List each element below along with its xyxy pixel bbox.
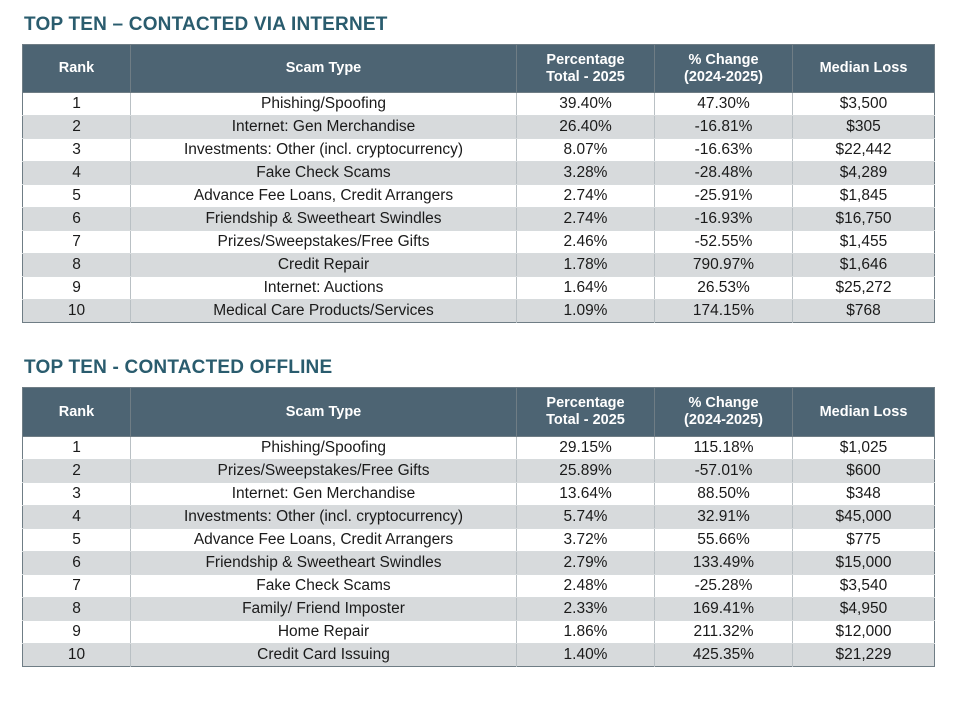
column-header-median-loss-line1: Median Loss <box>819 60 908 77</box>
scam-table-offline <box>22 387 935 666</box>
cell-rank: 8 <box>23 254 131 277</box>
cell-scam-type: Friendship & Sweetheart Swindles <box>131 551 517 574</box>
section-contacted-via-internet <box>22 14 935 323</box>
cell-percentage: 3.72% <box>517 528 655 551</box>
column-header-percentage-total <box>517 388 655 436</box>
cell-rank: 1 <box>23 93 131 116</box>
cell-median-loss: $305 <box>793 116 935 139</box>
cell-rank: 9 <box>23 620 131 643</box>
table-row <box>23 597 935 620</box>
cell-percentage: 2.33% <box>517 597 655 620</box>
cell-percent-change: 47.30% <box>655 93 793 116</box>
cell-scam-type: Credit Card Issuing <box>131 643 517 666</box>
table-row <box>23 574 935 597</box>
table-row <box>23 528 935 551</box>
cell-scam-type: Internet: Gen Merchandise <box>131 482 517 505</box>
page-title-offline: TOP TEN - CONTACTED OFFLINE <box>24 357 333 379</box>
cell-percentage: 1.64% <box>517 277 655 300</box>
cell-rank: 10 <box>23 643 131 666</box>
cell-percent-change: -25.28% <box>655 574 793 597</box>
column-header-median-loss <box>793 388 935 436</box>
cell-percent-change: 133.49% <box>655 551 793 574</box>
cell-median-loss: $21,229 <box>793 643 935 666</box>
cell-percent-change: -16.93% <box>655 208 793 231</box>
column-header-median-loss <box>793 45 935 93</box>
cell-percentage: 13.64% <box>517 482 655 505</box>
cell-median-loss: $1,845 <box>793 185 935 208</box>
cell-rank: 5 <box>23 185 131 208</box>
cell-percentage: 39.40% <box>517 93 655 116</box>
cell-median-loss: $3,540 <box>793 574 935 597</box>
column-header-percentage-line1: Percentage <box>546 395 625 412</box>
cell-percentage: 1.78% <box>517 254 655 277</box>
table-row <box>23 620 935 643</box>
cell-rank: 4 <box>23 162 131 185</box>
cell-percent-change: -16.63% <box>655 139 793 162</box>
cell-percent-change: 32.91% <box>655 505 793 528</box>
cell-percentage: 29.15% <box>517 436 655 459</box>
column-header-percent-change <box>655 388 793 436</box>
cell-scam-type: Friendship & Sweetheart Swindles <box>131 208 517 231</box>
table-row <box>23 277 935 300</box>
cell-scam-type: Investments: Other (incl. cryptocurrency) <box>131 505 517 528</box>
cell-scam-type: Internet: Auctions <box>131 277 517 300</box>
cell-percent-change: -25.91% <box>655 185 793 208</box>
cell-median-loss: $15,000 <box>793 551 935 574</box>
table-row <box>23 505 935 528</box>
cell-median-loss: $22,442 <box>793 139 935 162</box>
cell-rank: 2 <box>23 116 131 139</box>
table-header-row <box>23 388 935 436</box>
column-header-change-line2: (2024-2025) <box>684 68 763 85</box>
column-header-change-line2: (2024-2025) <box>684 412 763 429</box>
cell-percentage: 2.48% <box>517 574 655 597</box>
table-body <box>23 436 935 666</box>
table-header <box>23 388 935 436</box>
cell-percent-change: -16.81% <box>655 116 793 139</box>
column-header-percentage-total <box>517 45 655 93</box>
table-row <box>23 254 935 277</box>
column-header-percentage-line2: Total - 2025 <box>546 412 625 429</box>
table-row <box>23 459 935 482</box>
cell-percentage: 2.46% <box>517 231 655 254</box>
cell-median-loss: $775 <box>793 528 935 551</box>
column-header-scam-type-line1: Scam Type <box>285 60 362 77</box>
cell-median-loss: $348 <box>793 482 935 505</box>
cell-median-loss: $768 <box>793 300 935 323</box>
table-row <box>23 643 935 666</box>
cell-scam-type: Investments: Other (incl. cryptocurrency) <box>131 139 517 162</box>
cell-median-loss: $45,000 <box>793 505 935 528</box>
cell-median-loss: $4,950 <box>793 597 935 620</box>
cell-median-loss: $25,272 <box>793 277 935 300</box>
cell-rank: 7 <box>23 574 131 597</box>
cell-median-loss: $1,025 <box>793 436 935 459</box>
column-header-rank <box>23 45 131 93</box>
cell-percent-change: 211.32% <box>655 620 793 643</box>
column-header-percent-change <box>655 45 793 93</box>
cell-percent-change: 790.97% <box>655 254 793 277</box>
table-header-row <box>23 45 935 93</box>
cell-scam-type: Phishing/Spoofing <box>131 436 517 459</box>
table-row <box>23 551 935 574</box>
table-row <box>23 208 935 231</box>
cell-percent-change: 174.15% <box>655 300 793 323</box>
table-row <box>23 93 935 116</box>
table-body <box>23 93 935 323</box>
cell-percent-change: -52.55% <box>655 231 793 254</box>
cell-percentage: 3.28% <box>517 162 655 185</box>
cell-percentage: 5.74% <box>517 505 655 528</box>
cell-percent-change: 425.35% <box>655 643 793 666</box>
cell-scam-type: Medical Care Products/Services <box>131 300 517 323</box>
cell-rank: 7 <box>23 231 131 254</box>
cell-percentage: 8.07% <box>517 139 655 162</box>
cell-rank: 4 <box>23 505 131 528</box>
cell-rank: 5 <box>23 528 131 551</box>
cell-percent-change: -57.01% <box>655 459 793 482</box>
cell-median-loss: $600 <box>793 459 935 482</box>
table-row <box>23 162 935 185</box>
column-header-rank-line1: Rank <box>58 403 95 420</box>
table-row <box>23 482 935 505</box>
cell-scam-type: Phishing/Spoofing <box>131 93 517 116</box>
column-header-change-line1: % Change <box>688 395 759 412</box>
cell-rank: 6 <box>23 208 131 231</box>
column-header-scam-type <box>131 388 517 436</box>
cell-scam-type: Home Repair <box>131 620 517 643</box>
cell-percentage: 26.40% <box>517 116 655 139</box>
cell-scam-type: Fake Check Scams <box>131 574 517 597</box>
column-header-percentage-line2: Total - 2025 <box>546 68 625 85</box>
cell-scam-type: Family/ Friend Imposter <box>131 597 517 620</box>
table-header <box>23 45 935 93</box>
cell-percent-change: -28.48% <box>655 162 793 185</box>
cell-rank: 3 <box>23 482 131 505</box>
column-header-scam-type-line1: Scam Type <box>285 403 362 420</box>
cell-percent-change: 88.50% <box>655 482 793 505</box>
cell-median-loss: $1,455 <box>793 231 935 254</box>
column-header-rank <box>23 388 131 436</box>
column-header-median-loss-line1: Median Loss <box>819 403 908 420</box>
cell-rank: 2 <box>23 459 131 482</box>
column-header-change-line1: % Change <box>688 52 759 68</box>
table-row <box>23 139 935 162</box>
cell-rank: 1 <box>23 436 131 459</box>
cell-median-loss: $12,000 <box>793 620 935 643</box>
cell-percentage: 2.79% <box>517 551 655 574</box>
cell-scam-type: Advance Fee Loans, Credit Arrangers <box>131 528 517 551</box>
cell-percentage: 2.74% <box>517 208 655 231</box>
cell-scam-type: Prizes/Sweepstakes/Free Gifts <box>131 231 517 254</box>
cell-scam-type: Fake Check Scams <box>131 162 517 185</box>
cell-rank: 9 <box>23 277 131 300</box>
table-row <box>23 231 935 254</box>
cell-percentage: 1.09% <box>517 300 655 323</box>
table-row <box>23 116 935 139</box>
page-title: TOP TEN – CONTACTED VIA INTERNET <box>24 14 388 35</box>
cell-rank: 3 <box>23 139 131 162</box>
cell-median-loss: $1,646 <box>793 254 935 277</box>
column-header-percentage-line1: Percentage <box>546 52 625 68</box>
cell-percentage: 2.74% <box>517 185 655 208</box>
cell-percentage: 1.86% <box>517 620 655 643</box>
table-row <box>23 185 935 208</box>
cell-percent-change: 169.41% <box>655 597 793 620</box>
cell-percentage: 25.89% <box>517 459 655 482</box>
cell-rank: 6 <box>23 551 131 574</box>
cell-median-loss: $4,289 <box>793 162 935 185</box>
section-contacted-offline <box>22 357 935 666</box>
cell-percent-change: 26.53% <box>655 277 793 300</box>
column-header-rank-line1: Rank <box>58 60 95 77</box>
cell-scam-type: Advance Fee Loans, Credit Arrangers <box>131 185 517 208</box>
cell-percent-change: 115.18% <box>655 436 793 459</box>
cell-median-loss: $16,750 <box>793 208 935 231</box>
scam-table-internet <box>22 44 935 323</box>
cell-median-loss: $3,500 <box>793 93 935 116</box>
cell-scam-type: Prizes/Sweepstakes/Free Gifts <box>131 459 517 482</box>
cell-scam-type: Internet: Gen Merchandise <box>131 116 517 139</box>
cell-percentage: 1.40% <box>517 643 655 666</box>
table-row <box>23 300 935 323</box>
column-header-scam-type <box>131 45 517 93</box>
table-row <box>23 436 935 459</box>
cell-rank: 10 <box>23 300 131 323</box>
cell-percent-change: 55.66% <box>655 528 793 551</box>
cell-rank: 8 <box>23 597 131 620</box>
cell-scam-type: Credit Repair <box>131 254 517 277</box>
